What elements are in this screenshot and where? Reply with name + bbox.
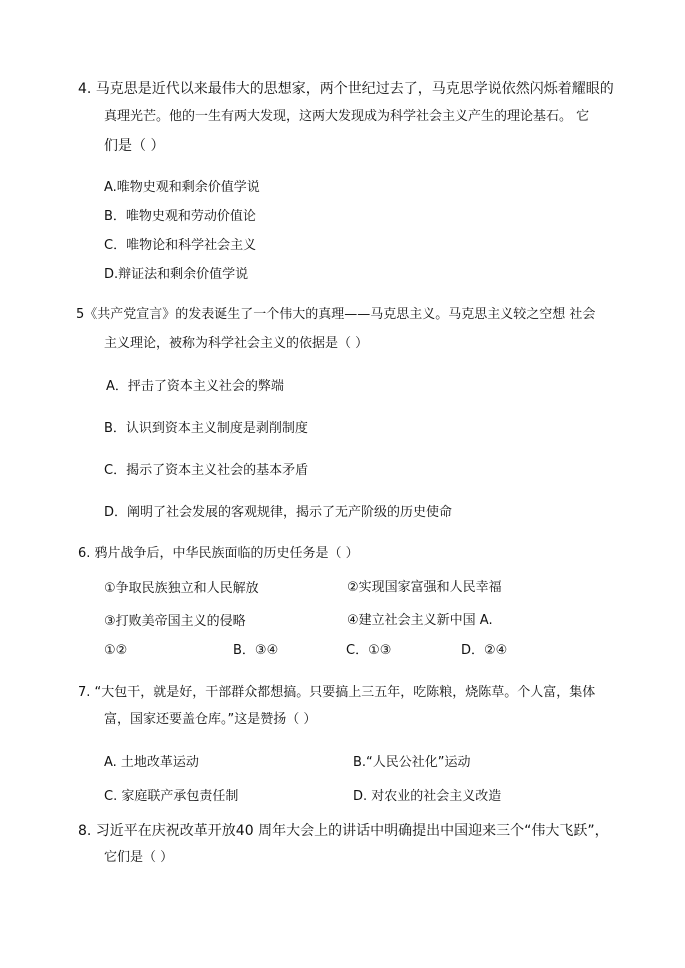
q5-stem-line1: 5《共产党宣言》的发表诞生了一个伟大的真理——马克思主义。马克思主义较之空想 社会 (76, 307, 596, 322)
q6-item-2: ②实现国家富强和人民幸福 (347, 580, 502, 595)
q7-option-d: D. 对农业的社会主义改造 (353, 789, 502, 804)
q4-option-c: C．唯物论和科学社会主义 (104, 238, 257, 253)
q6-item-1: ①争取民族独立和人民解放 (104, 581, 259, 596)
q4-option-d: D.辩证法和剩余价值学说 (104, 267, 249, 282)
q7-option-b: B.“人民公社化”运动 (353, 755, 471, 770)
q5-option-d: D．阐明了社会发展的客观规律，揭示了无产阶级的历史使命 (104, 505, 453, 520)
q4-stem-line1: 4. 马克思是近代以来最伟大的思想家，两个世纪过去了，马克思学说依然闪烁着耀眼的 (78, 81, 614, 97)
q5-option-c: C．揭示了资本主义社会的基本矛盾 (104, 463, 309, 478)
q6-option-b: B．③④ (233, 643, 279, 658)
q8-stem-line1: 8. 习近平在庆祝改革开放40 周年大会上的讲话中明确提出中国迎来三个“伟大飞跃”， (78, 823, 609, 839)
q4-stem-line3: 们是（ ） (104, 138, 165, 154)
q4-option-b: B．唯物史观和劳动价值论 (104, 209, 256, 224)
q7-stem-line2: 富，国家还要盖仓库。”这是赞扬（ ） (104, 712, 317, 727)
q7-option-a: A. 土地改革运动 (104, 755, 199, 770)
q8-stem-line2: 它们是（ ） (104, 850, 174, 865)
q7-option-c: C. 家庭联产承包责任制 (104, 789, 239, 804)
q6-option-c: C．①③ (346, 643, 392, 658)
q6-item-3: ③打败美帝国主义的侵略 (104, 614, 246, 629)
q4-stem-line2: 真理光芒。他的一生有两大发现，这两大发现成为科学社会主义产生的理论基石。 它 (104, 109, 590, 124)
q7-stem-line1: 7. “大包干，就是好，干部群众都想搞。只要搞上三五年，吃陈粮，烧陈草。个人富，集体 (78, 685, 596, 700)
q6-stem-line1: 6. 鸦片战争后，中华民族面临的历史任务是（ ） (78, 546, 359, 561)
q5-option-a: A．抨击了资本主义社会的弊端 (106, 379, 284, 394)
q6-item-4: ④建立社会主义新中国 A. (347, 613, 493, 628)
q6-option-d: D．②④ (461, 643, 508, 658)
q6-option-a: ①② (104, 643, 128, 658)
q5-stem-line2: 主义理论，被称为科学社会主义的依据是（ ） (104, 336, 369, 351)
q5-option-b: B．认识到资本主义制度是剥削制度 (104, 421, 308, 436)
q4-option-a: A.唯物史观和剩余价值学说 (104, 180, 260, 195)
